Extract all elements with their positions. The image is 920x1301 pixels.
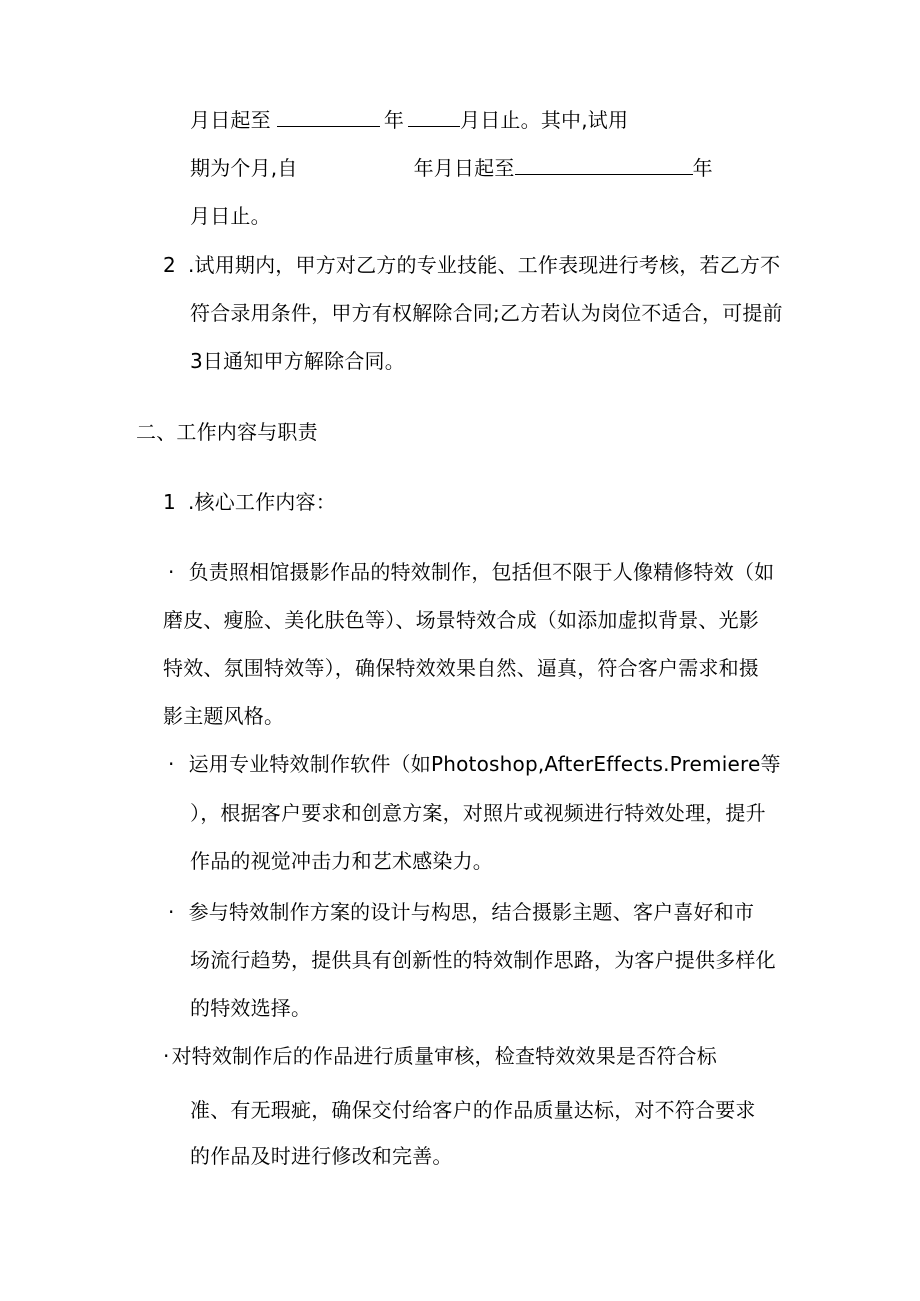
term-text: 月日止。 <box>190 204 271 228</box>
bullet-3-line-1 <box>168 898 754 926</box>
bullet-2-line-3 <box>190 847 493 875</box>
bullet-dot: · <box>168 560 175 584</box>
probation-text: 符合录用条件，甲方有权解除合同;乙方若认为岗位不适合，可提前 <box>190 301 783 325</box>
bullet-dot: · <box>168 752 175 776</box>
bullet-text: 的特效选择。 <box>190 996 312 1020</box>
bullet-text: 特效、氛围特效等），确保特效效果自然、逼真，符合客户需求和摄 <box>163 656 759 680</box>
blank-line <box>408 108 460 127</box>
bullet-text: 影主题风格。 <box>163 704 285 728</box>
term-text: 年 <box>692 156 713 180</box>
term-text: 期为个月,自 <box>190 156 298 180</box>
bullet-text: 作品的视觉冲击力和艺术感染力。 <box>190 849 493 873</box>
bullet-text: 参与特效制作方案的设计与构思，结合摄影主题、客户喜好和市 <box>188 900 755 924</box>
bullet-text: 对特效制作后的作品进行质量审核，检查特效效果是否符合标 <box>171 1044 717 1068</box>
bullet-text: 负责照相馆摄影作品的特效制作，包括但不限于人像精修特效（如 <box>188 560 775 584</box>
bullet-3-line-3 <box>190 994 311 1022</box>
bullet-3-line-2 <box>190 946 776 974</box>
bullet-1-line-1 <box>168 558 774 586</box>
subsection-heading <box>163 488 336 516</box>
bullet-dot: · <box>168 900 175 924</box>
bullet-dot: · <box>163 1044 170 1068</box>
bullet-text: 运用专业特效制作软件（如Photoshop,AfterEffects.Premiere等 <box>188 752 781 776</box>
bullet-text: ），根据客户要求和创意方案，对照片或视频进行特效处理，提升 <box>190 801 766 825</box>
bullet-text: 磨皮、瘦脸、美化肤色等）、场景特效合成（如添加虚拟背景、光影 <box>163 608 759 632</box>
term-line-1 <box>190 106 628 134</box>
probation-text: .试用期内，甲方对乙方的专业技能、工作表现进行考核，若乙方不 <box>187 253 781 277</box>
bullet-4-line-1 <box>163 1042 717 1070</box>
bullet-1-line-2 <box>163 606 759 634</box>
blank-line <box>515 156 693 175</box>
bullet-text: 的作品及时进行修改和完善。 <box>190 1144 453 1168</box>
bullet-1-line-4 <box>163 702 284 730</box>
bullet-2-line-1 <box>168 750 781 778</box>
term-line-3 <box>190 202 271 230</box>
probation-text: 3日通知甲方解除合同。 <box>190 349 405 373</box>
bullet-4-line-2 <box>190 1096 756 1124</box>
probation-line-3 <box>190 347 405 375</box>
list-number: 1 <box>163 490 176 514</box>
bullet-text: 场流行趋势，提供具有创新性的特效制作思路，为客户提供多样化 <box>190 948 776 972</box>
blank-line <box>277 108 380 127</box>
term-text: 年 <box>383 108 405 132</box>
probation-line-2 <box>190 299 783 327</box>
bullet-2-line-2 <box>190 799 766 827</box>
section-title: 二、工作内容与职责 <box>136 420 318 444</box>
list-number: 2 <box>163 253 176 277</box>
term-text: 年月日起至 <box>413 156 515 180</box>
term-text: 月日止。其中,试用 <box>460 108 629 132</box>
term-line-2 <box>190 154 713 182</box>
section-heading <box>136 418 318 446</box>
bullet-text: 准、有无瑕疵，确保交付给客户的作品质量达标，对不符合要求 <box>190 1098 756 1122</box>
probation-line-1 <box>163 251 780 279</box>
term-text: 月日起至 <box>190 108 271 132</box>
subsection-title: .核心工作内容： <box>187 490 336 514</box>
bullet-4-line-3 <box>190 1142 453 1170</box>
bullet-1-line-3 <box>163 654 759 682</box>
